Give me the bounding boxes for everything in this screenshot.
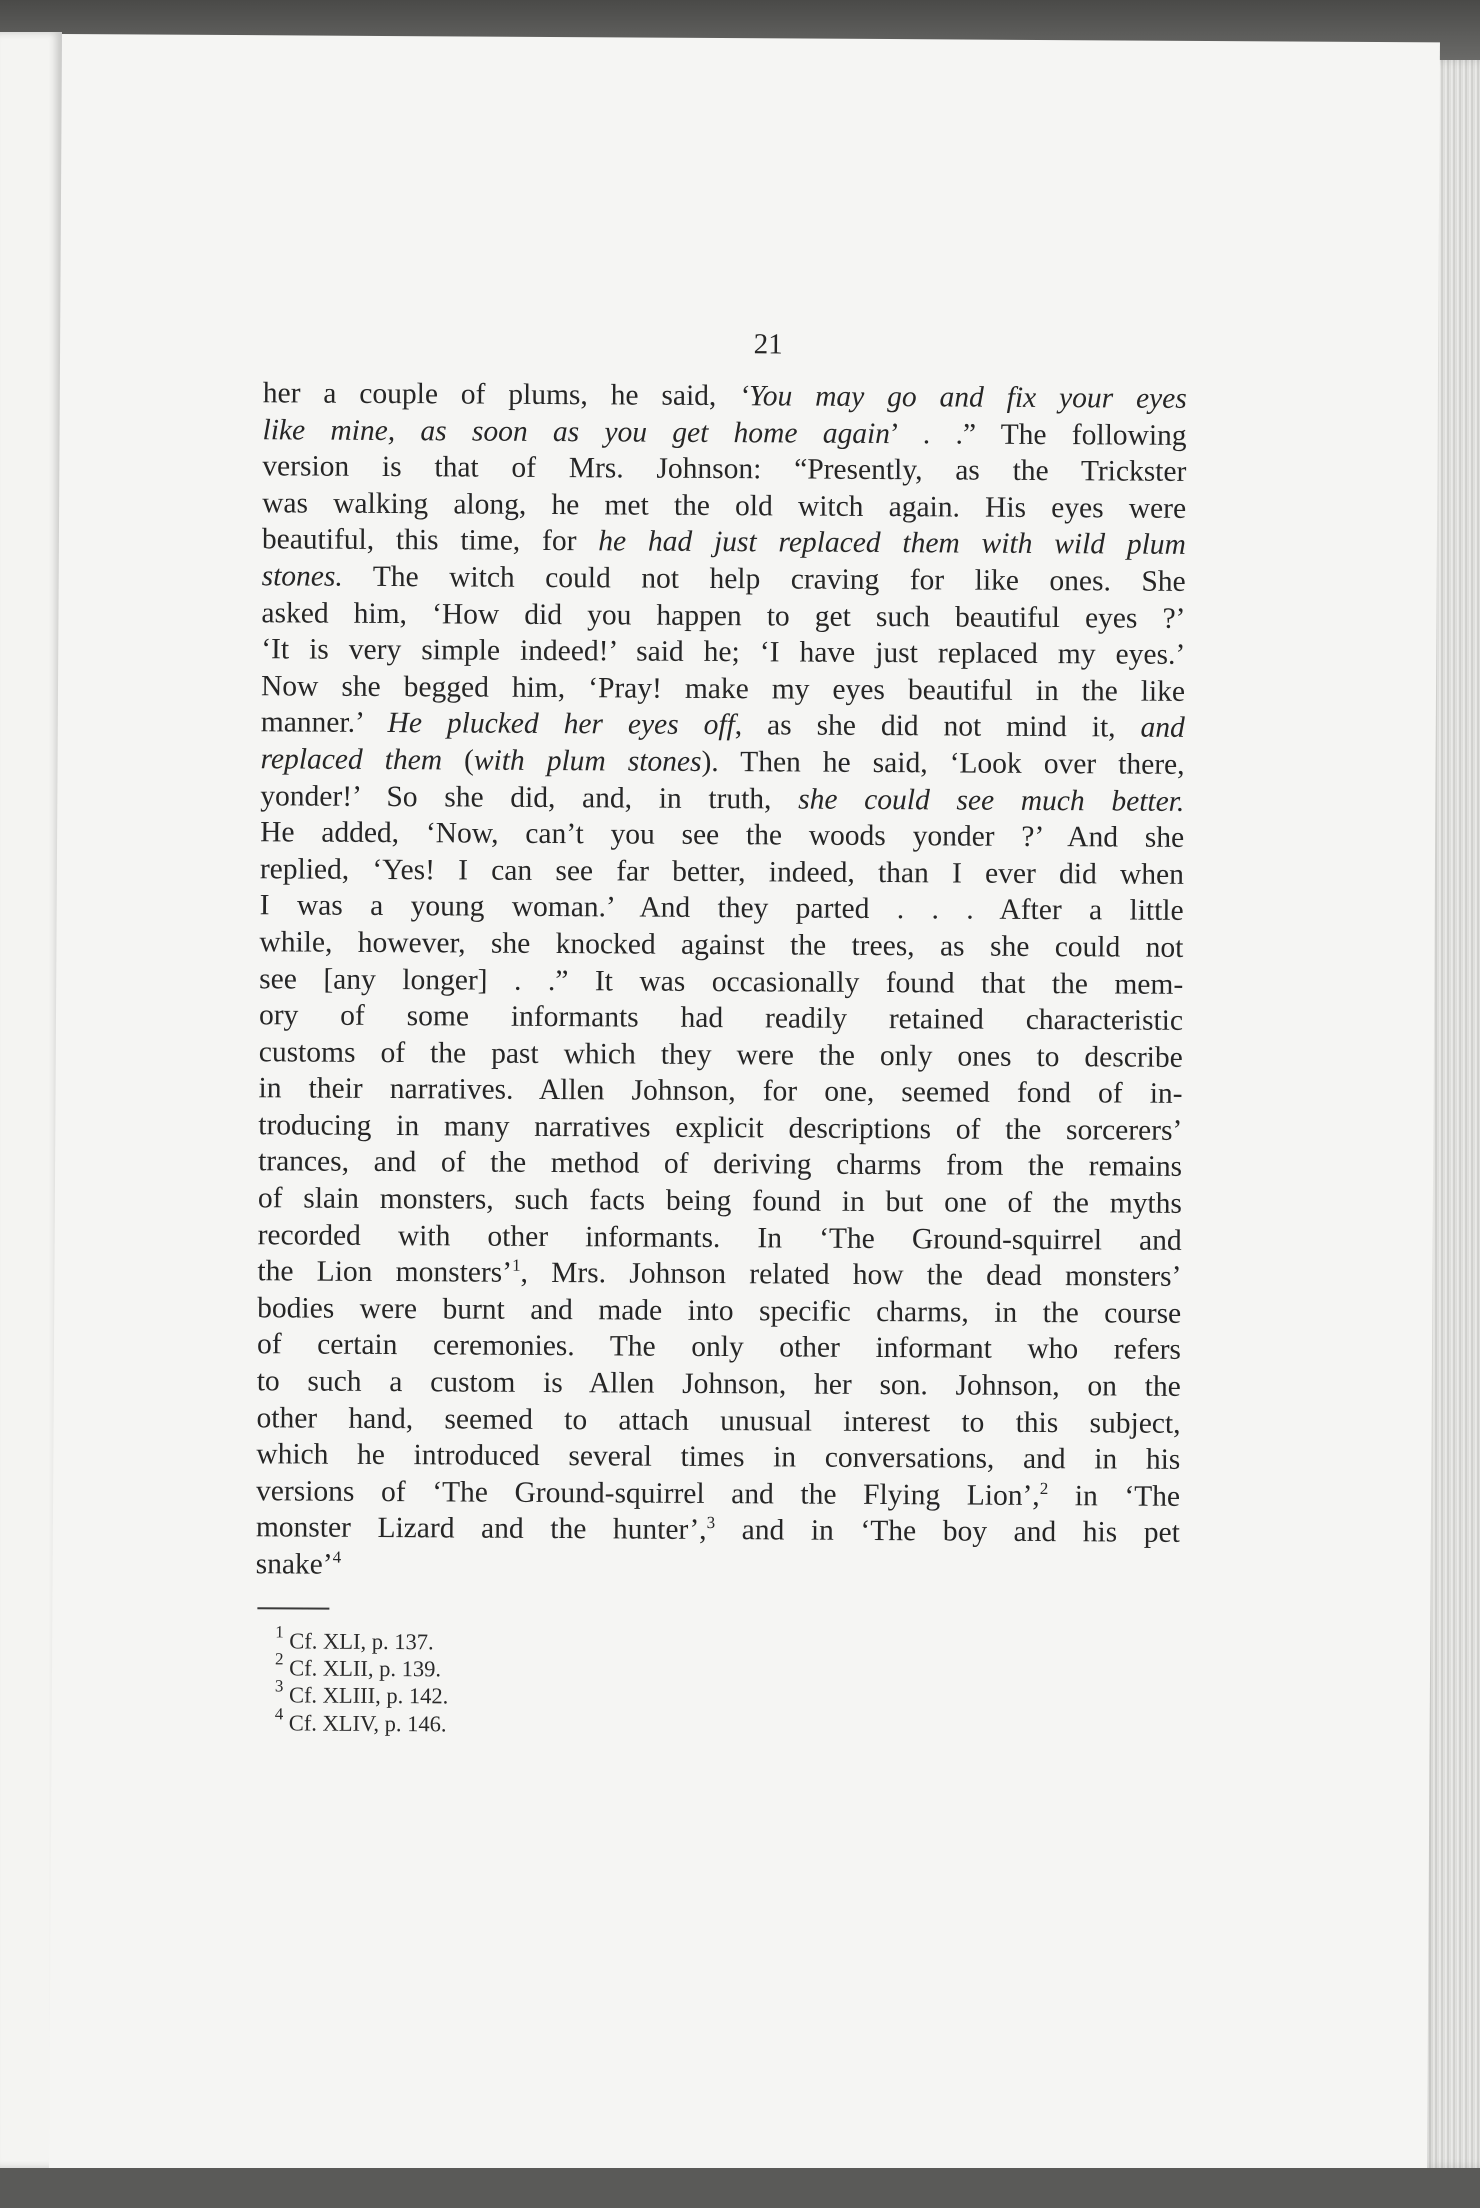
footnote-text: Cf. XLIV, p. 146. (283, 1709, 447, 1736)
text-segment: troducing in many narratives explicit descriptions of the sorcerers’ (258, 1109, 1183, 1147)
text-segment: bodies were burnt and made into specific charms, in the course (257, 1292, 1182, 1330)
text-line (256, 1436, 1180, 1478)
text-segment: trances, and of the method of deriving charms from the remains (258, 1145, 1183, 1184)
text-line (263, 375, 1187, 417)
text-segment: to such a custom is Allen Johnson, her son. Johnson, on the (256, 1365, 1181, 1403)
text-segment: was walking along, he met the old witch again. His eyes were (262, 487, 1187, 525)
text-segment: , as she did not mind it, (734, 709, 1141, 744)
text-segment: ‘It is very simple indeed!’ said he; ‘I have just replaced my eyes.’ (261, 633, 1186, 672)
footnote-reference: 4 (332, 1547, 342, 1567)
text-segment: , Mrs. Johnson related how the dead monsters’ (520, 1257, 1182, 1294)
text-segment: of certain ceremonies. The only other informant who refers (256, 1328, 1182, 1367)
footnote-text: Cf. XLIII, p. 142. (283, 1682, 449, 1709)
text-line (262, 412, 1186, 454)
text-segment: ’ . .” The following (889, 417, 1187, 452)
text-segment: replied, ‘Yes! I can see far better, indeed, than I ever did when (259, 852, 1184, 891)
text-segment: like mine, as soon as you get home again (262, 413, 891, 450)
text-segment: she could see much better. (798, 783, 1185, 818)
text-line (262, 448, 1186, 490)
text-segment: recorded with other informants. In ‘The Ground-squirrel and (257, 1218, 1182, 1257)
text-segment: yonder!’ So she did, and, in truth, (260, 779, 799, 816)
scanner-background-bottom (0, 2168, 1480, 2208)
text-segment: asked him, ‘How did you happen to get such beautiful eyes ?’ (261, 596, 1186, 635)
text-segment: while, however, she knocked against the trees, as she could not (259, 926, 1184, 964)
text-segment: beautiful, this time, for (261, 523, 599, 558)
text-segment: ( (441, 744, 475, 777)
text-line (259, 1034, 1183, 1076)
footnote-mark: 1 (275, 1622, 284, 1642)
footnote-reference: 2 (1039, 1478, 1049, 1498)
text-line (256, 1510, 1180, 1552)
text-line (257, 1327, 1181, 1369)
text-line (259, 997, 1183, 1039)
footnote-reference: 1 (512, 1256, 521, 1276)
text-segment: with plum stones (473, 744, 702, 778)
text-segment: in their narratives. Allen Johnson, for one, seemed fond of in- (258, 1072, 1183, 1111)
text-line (260, 888, 1184, 930)
text-segment: the Lion monsters’ (257, 1255, 513, 1290)
text-segment: which he introduced several times in conversations, and in his (256, 1438, 1181, 1477)
text-line (262, 558, 1186, 600)
text-line (258, 1217, 1182, 1259)
book-page (49, 34, 1440, 2176)
footnote-text: Cf. XLI, p. 137. (283, 1628, 434, 1655)
text-line (261, 631, 1185, 673)
text-segment: He added, ‘Now, can’t you see the woods yonder ?’ And she (260, 816, 1185, 854)
text-line (259, 961, 1183, 1003)
text-segment: The witch could not help craving for like ones. She (342, 560, 1186, 598)
text-line (256, 1400, 1180, 1442)
text-line (260, 741, 1184, 783)
text-segment: her a couple of plums, he said, (262, 377, 740, 413)
text-line (261, 705, 1185, 747)
text-segment: replaced them (260, 743, 443, 777)
text-segment: monster Lizard and the hunter’, (255, 1511, 707, 1547)
text-line (262, 485, 1186, 527)
text-line (259, 924, 1183, 966)
text-segment: He plucked her eyes off (387, 707, 735, 742)
text-line (258, 1071, 1182, 1113)
footnote (275, 1622, 675, 1657)
text-line (260, 778, 1184, 820)
text-segment: he had just replaced them with wild plum (598, 525, 1186, 562)
text-line (260, 851, 1184, 893)
footnote-rule (257, 1607, 329, 1609)
text-line (256, 1473, 1180, 1515)
text-segment: customs of the past which they were the only ones to describe (258, 1035, 1183, 1074)
footnote-text: Cf. XLII, p. 139. (283, 1655, 442, 1682)
footnote-mark: 3 (274, 1676, 284, 1696)
text-segment: in ‘The (1048, 1479, 1181, 1513)
text-line (256, 1546, 1180, 1588)
text-line (257, 1290, 1181, 1332)
text-segment: snake’ (255, 1548, 333, 1581)
text-segment: I was a young woman.’ And they parted . . . After a little (259, 889, 1184, 928)
footnote-reference: 3 (706, 1513, 716, 1533)
text-segment: Now she begged him, ‘Pray! make my eyes beautiful in the like (260, 669, 1186, 708)
text-line (257, 1363, 1181, 1405)
footnote-mark: 4 (274, 1703, 284, 1723)
body-text (256, 375, 1187, 1588)
text-line (258, 1180, 1182, 1222)
footnotes (274, 1622, 676, 1738)
page-number: 21 (753, 328, 783, 361)
footnote-mark: 2 (275, 1649, 284, 1669)
text-segment: and in ‘The boy and his pet (715, 1514, 1180, 1550)
text-segment: ). Then he said, ‘Look over there, (701, 745, 1185, 781)
text-segment: ory of some informants had readily retained characteristic (258, 999, 1184, 1037)
footnote (274, 1703, 675, 1739)
text-segment: ‘You may go and fix your eyes (739, 380, 1187, 415)
text-line (258, 1107, 1182, 1149)
text-segment: of slain monsters, such facts being found in but one of the myths (257, 1182, 1182, 1220)
footnote (274, 1676, 675, 1712)
text-segment: other hand, seemed to attach unusual interest to this subject, (256, 1401, 1181, 1440)
text-line (262, 522, 1186, 564)
text-line (257, 1253, 1181, 1295)
text-line (260, 814, 1184, 856)
text-segment: and (1140, 711, 1185, 745)
text-line (258, 1144, 1182, 1186)
footnote (275, 1649, 675, 1685)
text-segment: see [any longer] . .” It was occasionally found that the mem- (259, 962, 1184, 1001)
text-segment: versions of ‘The Ground-squirrel and the Flying Lion’, (256, 1475, 1040, 1512)
text-segment: version is that of Mrs. Johnson: “Presently, as the Trickster (262, 450, 1187, 489)
text-segment: manner.’ (260, 706, 388, 740)
text-line (261, 595, 1185, 637)
text-line (261, 668, 1185, 710)
text-segment: stones. (261, 560, 343, 593)
